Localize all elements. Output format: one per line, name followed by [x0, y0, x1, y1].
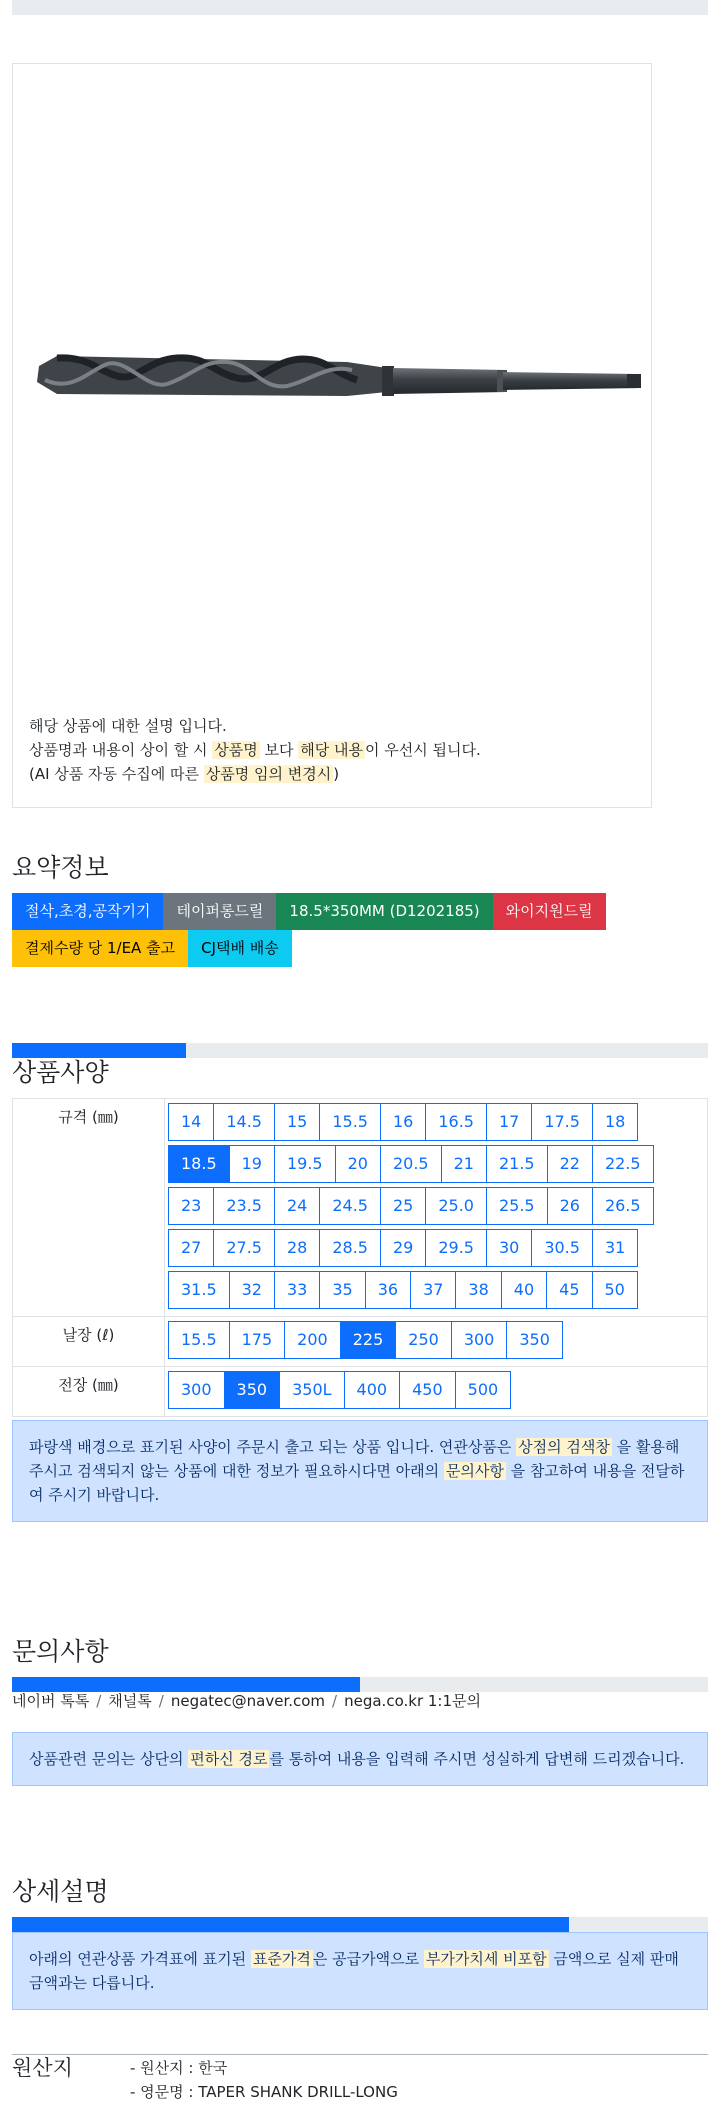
option-button[interactable]: 200: [284, 1321, 341, 1359]
caption-line: 해당 상품에 대한 설명 입니다.: [29, 717, 227, 735]
spec-row: [13, 1317, 708, 1367]
spec-row: [13, 1367, 708, 1417]
link-channeltalk[interactable]: 채널톡: [108, 1692, 152, 1710]
caption-text: ): [333, 765, 340, 783]
top-bar: [12, 0, 708, 15]
badge-model: 18.5*350MM (D1202185): [276, 893, 492, 930]
link-email[interactable]: negatec@naver.com: [170, 1692, 326, 1710]
spec-notice: [12, 1420, 708, 1522]
highlight-text: 상품명 임의 변경시: [205, 765, 332, 783]
option-button[interactable]: 31: [592, 1229, 638, 1267]
option-button[interactable]: 33: [274, 1271, 320, 1309]
caption-line: [29, 738, 481, 762]
badge-shipping: CJ택배 배송: [188, 930, 292, 967]
spec-label: 날장 (ℓ): [13, 1317, 165, 1367]
option-button[interactable]: 18: [592, 1103, 638, 1141]
contact-links: [12, 1690, 481, 1711]
option-button[interactable]: 450: [399, 1371, 456, 1409]
notice-text: 은 공급가액으로: [312, 1950, 424, 1968]
option-row: [168, 1371, 704, 1409]
option-button[interactable]: 500: [455, 1371, 512, 1409]
option-button[interactable]: 15.5: [319, 1103, 381, 1141]
option-button[interactable]: 25.5: [486, 1187, 548, 1225]
option-button[interactable]: 32: [229, 1271, 275, 1309]
link-naver-talktalk[interactable]: 네이버 톡톡: [12, 1692, 90, 1710]
option-row: [168, 1229, 704, 1267]
option-button[interactable]: 350L: [279, 1371, 344, 1409]
option-button[interactable]: 28.5: [319, 1229, 381, 1267]
caption-text: (AI 상품 자동 수집에 따른: [29, 765, 204, 783]
option-button[interactable]: 29.5: [425, 1229, 487, 1267]
detail-progress-bar: [12, 1917, 708, 1932]
option-button[interactable]: 27.5: [213, 1229, 275, 1267]
spec-row: [13, 1099, 708, 1317]
option-button[interactable]: 50: [592, 1271, 638, 1309]
option-row: [168, 1271, 704, 1309]
option-button[interactable]: 17: [486, 1103, 532, 1141]
option-row: [168, 1103, 704, 1141]
notice-text: 파랑색 배경으로 표기된 사양이 주문시 출고 되는 상품 입니다. 연관상품은: [29, 1438, 517, 1456]
spec-options: [165, 1099, 708, 1317]
separator: /: [332, 1692, 338, 1710]
option-button[interactable]: 28: [274, 1229, 320, 1267]
notice-text: 을 참고하여 내용을 전달하여 주시기 바랍니다.: [29, 1462, 685, 1504]
option-button[interactable]: 16.5: [425, 1103, 487, 1141]
option-button[interactable]: 22: [547, 1145, 593, 1183]
option-button[interactable]: 31.5: [168, 1271, 230, 1309]
badge-brand: 와이지원드릴: [493, 893, 606, 930]
option-button[interactable]: 29: [380, 1229, 426, 1267]
highlight-text: 편하신 경로: [190, 1750, 268, 1768]
caption-line: [29, 762, 481, 786]
notice-text: 아래의 연관상품 가격표에 표기된: [29, 1950, 251, 1968]
spec-title: 상품사양: [12, 1058, 109, 1087]
option-button[interactable]: 36: [365, 1271, 411, 1309]
badge-category: 절삭,초경,공작기기: [12, 893, 163, 930]
option-button[interactable]: 24: [274, 1187, 320, 1225]
spec-table: [12, 1098, 708, 1417]
notice-text: 금액으로 실제 판매금액과는 다릅니다.: [29, 1950, 679, 1992]
option-button[interactable]: 14.5: [213, 1103, 275, 1141]
option-button[interactable]: 20: [335, 1145, 381, 1183]
divider: [12, 2054, 708, 2055]
option-row: [168, 1321, 704, 1359]
option-button[interactable]: 37: [410, 1271, 456, 1309]
inquiry-notice: [12, 1732, 708, 1786]
option-button-selected[interactable]: 225: [340, 1321, 397, 1359]
option-button-selected[interactable]: 18.5: [168, 1145, 230, 1183]
option-button[interactable]: 15: [274, 1103, 320, 1141]
option-button[interactable]: 300: [451, 1321, 508, 1359]
option-button[interactable]: 30: [486, 1229, 532, 1267]
spec-options: [165, 1317, 708, 1367]
option-button[interactable]: 21.5: [486, 1145, 548, 1183]
spec-label: 규격 (㎜): [13, 1099, 165, 1317]
origin-title: 원산지: [12, 2056, 73, 2080]
option-button[interactable]: 400: [344, 1371, 401, 1409]
notice-text: 를 통하여 내용을 입력해 주시면 성실하게 답변해 드리겠습니다.: [269, 1750, 685, 1768]
highlight-text: 표준가격: [252, 1950, 311, 1968]
option-button[interactable]: 25: [380, 1187, 426, 1225]
spec-options: [165, 1367, 708, 1417]
origin-list: [130, 2056, 398, 2104]
detail-notice: [12, 1932, 708, 2010]
option-button[interactable]: 14: [168, 1103, 214, 1141]
option-button[interactable]: 19.5: [274, 1145, 336, 1183]
product-image-frame: [12, 63, 652, 808]
option-button[interactable]: 17.5: [531, 1103, 593, 1141]
progress-fill: [12, 1043, 186, 1058]
english-name: - 영문명 : TAPER SHANK DRILL-LONG: [130, 2083, 398, 2101]
product-image-caption: [29, 714, 481, 786]
option-button[interactable]: 26.5: [592, 1187, 654, 1225]
detail-title: 상세설명: [12, 1877, 109, 1906]
option-button[interactable]: 16: [380, 1103, 426, 1141]
drill-image: [27, 314, 647, 434]
badge-product-type: 테이퍼롱드릴: [163, 893, 276, 930]
option-button[interactable]: 40: [501, 1271, 547, 1309]
option-button[interactable]: 24.5: [319, 1187, 381, 1225]
separator: /: [158, 1692, 164, 1710]
summary-title: 요약정보: [12, 853, 109, 882]
option-button[interactable]: 20.5: [380, 1145, 442, 1183]
option-button[interactable]: 19: [229, 1145, 275, 1183]
option-button-selected[interactable]: 350: [224, 1371, 281, 1409]
option-button[interactable]: 300: [168, 1371, 225, 1409]
option-row: [168, 1187, 704, 1225]
option-button[interactable]: 22.5: [592, 1145, 654, 1183]
option-button[interactable]: 45: [546, 1271, 592, 1309]
highlight-text: 문의사항: [445, 1462, 504, 1480]
caption-text: 상품명과 내용이 상이 할 시: [29, 741, 213, 759]
option-button[interactable]: 21: [441, 1145, 487, 1183]
option-button[interactable]: 27: [168, 1229, 214, 1267]
inquiry-title: 문의사항: [12, 1637, 109, 1666]
spec-label: 전장 (㎜): [13, 1367, 165, 1417]
option-button[interactable]: 30.5: [531, 1229, 593, 1267]
caption-text: 보다: [259, 741, 299, 759]
summary-badges: [12, 893, 712, 967]
caption-text: 이 우선시 됩니다.: [364, 741, 481, 759]
notice-text: 을 활용해 주시고 검색되지 않는 상품에 대한 정보가 필요하시다면 아래의: [29, 1438, 680, 1480]
highlight-text: 부가가치세 비포함: [425, 1950, 547, 1968]
option-button[interactable]: 250: [395, 1321, 452, 1359]
badge-quantity: 결제수량 당 1/EA 출고: [12, 930, 188, 967]
option-button[interactable]: 15.5: [168, 1321, 230, 1359]
option-button[interactable]: 35: [319, 1271, 365, 1309]
option-button[interactable]: 23: [168, 1187, 214, 1225]
origin-country: - 원산지 : 한국: [130, 2059, 228, 2077]
option-button[interactable]: 175: [229, 1321, 286, 1359]
link-site-inquiry[interactable]: nega.co.kr 1:1문의: [344, 1692, 481, 1710]
separator: /: [96, 1692, 102, 1710]
notice-text: 상품관련 문의는 상단의: [29, 1750, 189, 1768]
option-button[interactable]: 23.5: [213, 1187, 275, 1225]
highlight-text: 상점의 검색창: [518, 1438, 610, 1456]
highlight-text: 상품명: [214, 741, 258, 759]
highlight-text: 해당 내용: [300, 741, 363, 759]
spec-progress-bar: [12, 1043, 708, 1058]
option-row: [168, 1145, 704, 1183]
option-button[interactable]: 26: [547, 1187, 593, 1225]
option-button[interactable]: 350: [506, 1321, 563, 1359]
progress-fill: [12, 1917, 569, 1932]
option-button[interactable]: 25.0: [425, 1187, 487, 1225]
option-button[interactable]: 38: [455, 1271, 501, 1309]
